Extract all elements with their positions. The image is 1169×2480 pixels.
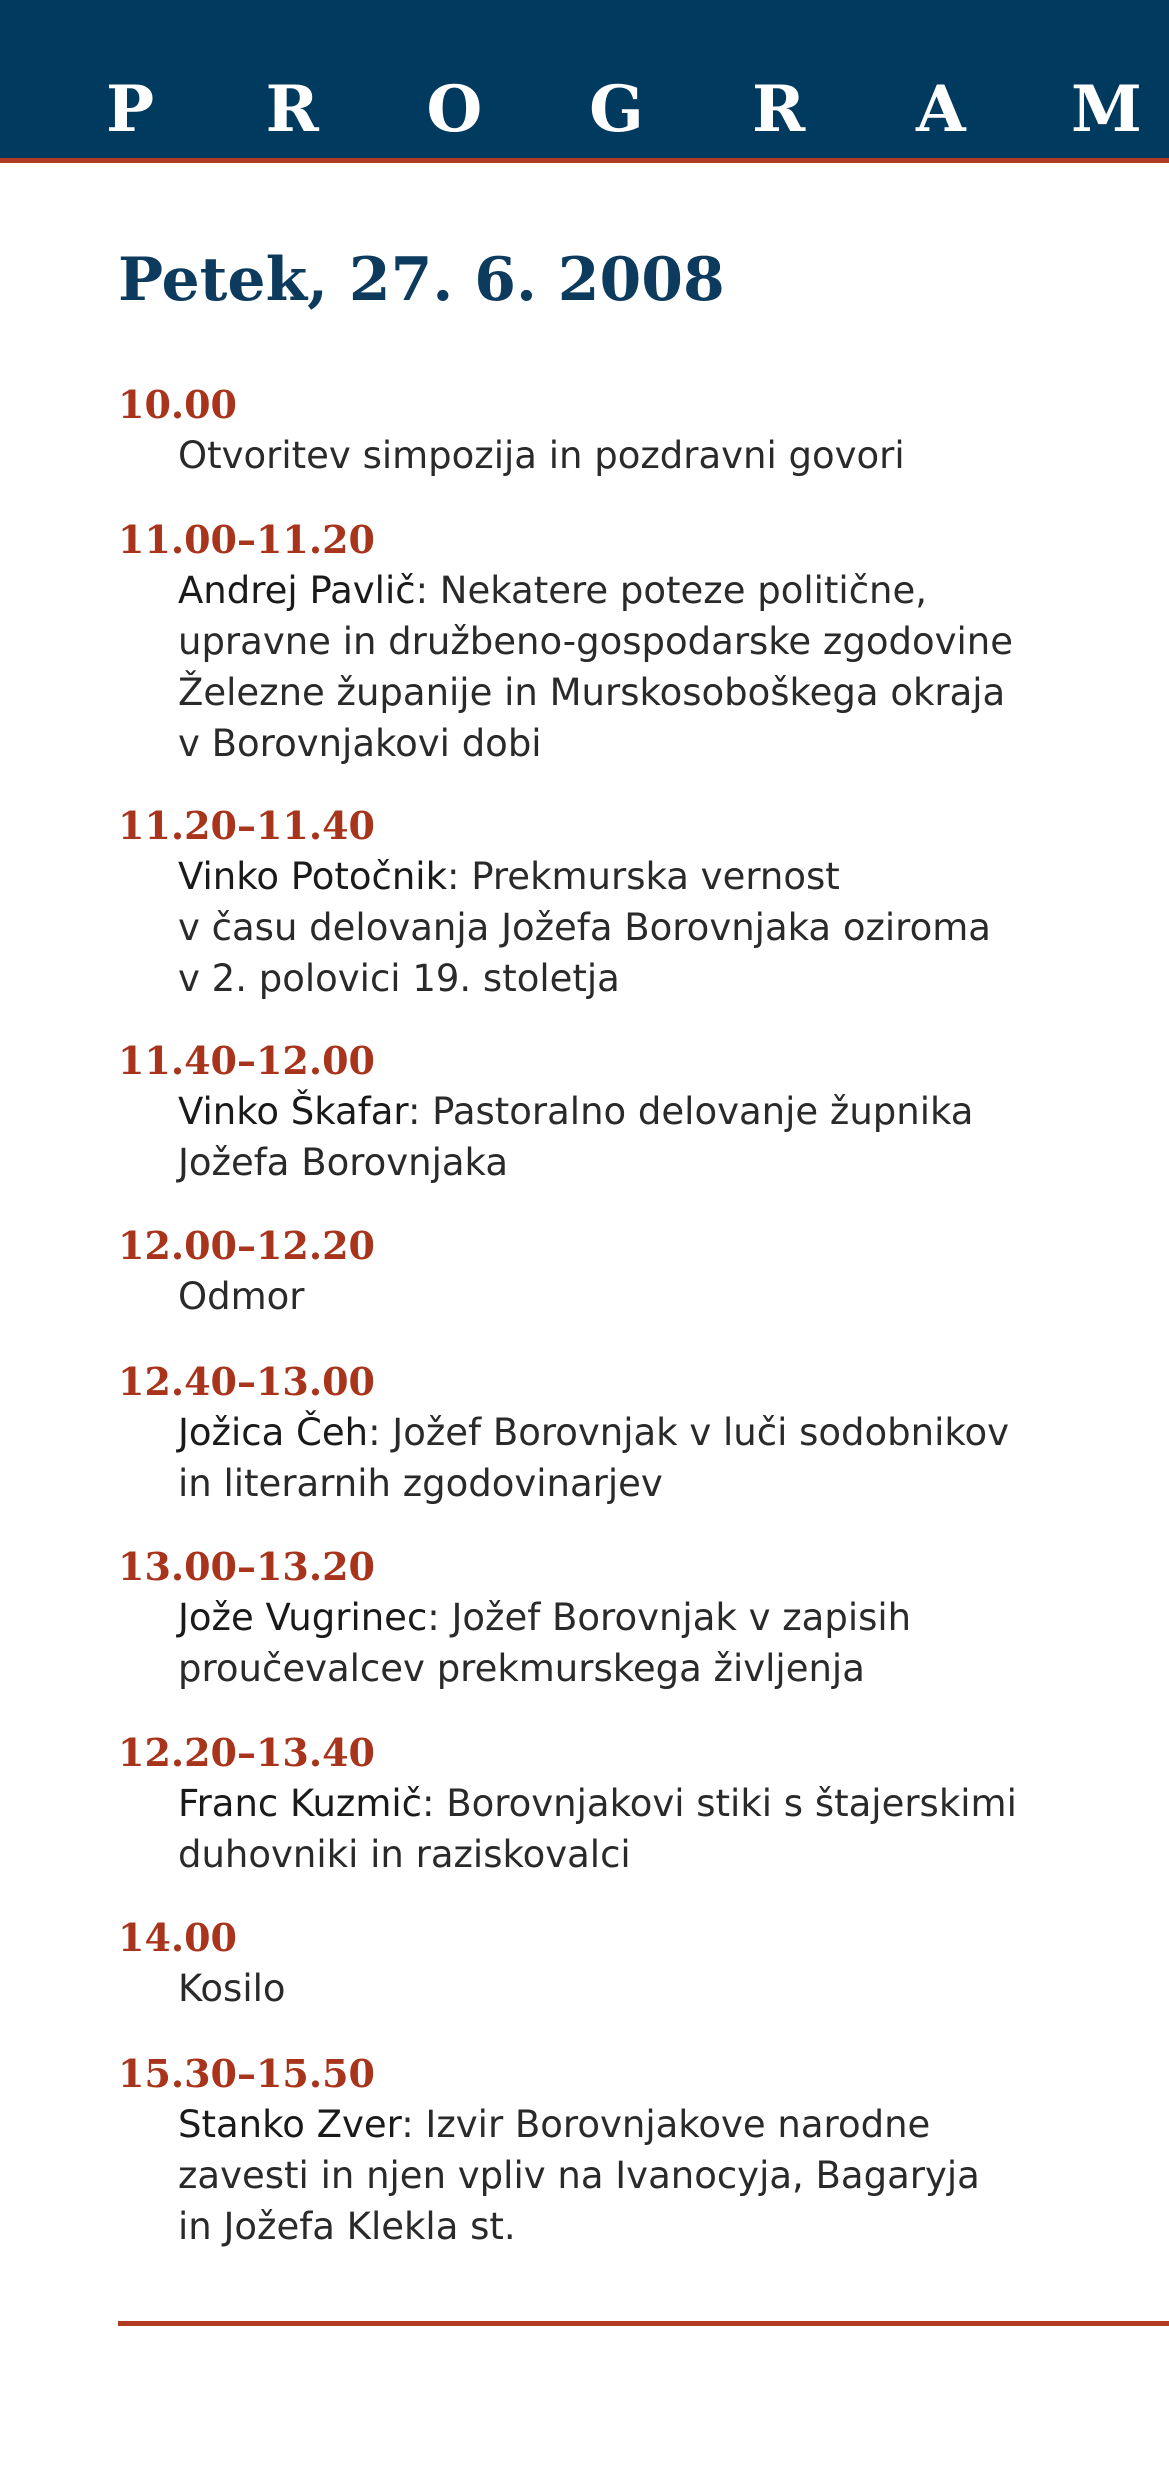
entry-description (178, 1407, 1078, 1509)
entry-description (178, 1271, 1078, 1322)
speaker-name: Franc Kuzmič (178, 1782, 422, 1825)
description-line: Kosilo (178, 1967, 286, 2010)
speaker-name: Jože Vugrinec (178, 1596, 428, 1639)
description-line: Železne županije in Murskosoboškega okraja (178, 671, 1006, 714)
talk-title: : Borovnjakovi stiki s štajerskimi (422, 1782, 1017, 1825)
talk-title: : Nekatere poteze politične, (415, 569, 928, 612)
entry-time: 10.00 (118, 382, 237, 427)
heading-letter: P (105, 72, 155, 147)
day-title: Petek, 27. 6. 2008 (118, 245, 725, 315)
talk-title: : Pastoralno delovanje župnika (407, 1090, 974, 1133)
talk-title: : Jožef Borovnjak v zapisih (427, 1596, 912, 1639)
description-line: Jožefa Borovnjaka (178, 1141, 509, 1184)
description-line: proučevalcev prekmurskega življenja (178, 1647, 865, 1690)
heading-letter: R (752, 72, 806, 147)
entry-time: 15.30–15.50 (118, 2051, 375, 2096)
description-line: duhovniki in raziskovalci (178, 1833, 631, 1876)
description-line: in literarnih zgodovinarjev (178, 1462, 663, 1505)
description-line: v Borovnjakovi dobi (178, 722, 542, 765)
entry-time: 11.00–11.20 (118, 517, 375, 562)
description-line: zavesti in njen vpliv na Ivanocyja, Bagaryja (178, 2154, 980, 2197)
talk-title: : Jožef Borovnjak v luči sodobnikov (368, 1411, 1010, 1454)
entry-description (178, 430, 1078, 481)
entry-description (178, 2099, 1078, 2252)
description-line: Otvoritev simpozija in pozdravni govori (178, 434, 905, 477)
description-line: Odmor (178, 1275, 305, 1318)
entry-description (178, 1963, 1078, 2014)
heading-letter: O (426, 72, 483, 147)
program-heading (98, 72, 1142, 147)
heading-letter: R (265, 72, 319, 147)
speaker-name: Stanko Zver (178, 2103, 402, 2146)
heading-letter: G (589, 72, 644, 147)
description-line: v času delovanja Jožefa Borovnjaka oziroma (178, 906, 991, 949)
description-line (178, 1778, 1078, 1829)
talk-title: : Izvir Borovnjakove narodne (401, 2103, 931, 2146)
description-line (178, 2099, 1078, 2150)
entry-description (178, 565, 1078, 769)
description-line: v 2. polovici 19. stoletja (178, 957, 620, 1000)
description-line (178, 565, 1078, 616)
description-line: in Jožefa Klekla st. (178, 2205, 516, 2248)
speaker-name: Andrej Pavlič (178, 569, 416, 612)
entry-time: 12.40–13.00 (118, 1359, 375, 1404)
entry-time: 14.00 (118, 1915, 237, 1960)
speaker-name: Vinko Škafar (178, 1090, 408, 1133)
entry-description (178, 1592, 1078, 1694)
entry-time: 11.40–12.00 (118, 1038, 375, 1083)
entry-description (178, 851, 1078, 1004)
program-header (0, 0, 1169, 163)
description-line (178, 1407, 1078, 1458)
entry-description (178, 1778, 1078, 1880)
entry-time: 12.00–12.20 (118, 1223, 375, 1268)
heading-letter: A (915, 72, 966, 147)
entry-time: 12.20–13.40 (118, 1730, 375, 1775)
entry-time: 13.00–13.20 (118, 1544, 375, 1589)
description-line (178, 1086, 1078, 1137)
entry-time: 11.20–11.40 (118, 803, 375, 848)
description-line (178, 851, 1078, 902)
footer-divider (118, 2321, 1169, 2326)
heading-letter: M (1070, 72, 1142, 147)
speaker-name: Jožica Čeh (178, 1411, 369, 1454)
entry-description (178, 1086, 1078, 1188)
talk-title: : Prekmurska vernost (447, 855, 840, 898)
description-line (178, 1592, 1078, 1643)
description-line: upravne in družbeno-gospodarske zgodovine (178, 620, 1013, 663)
speaker-name: Vinko Potočnik (178, 855, 448, 898)
